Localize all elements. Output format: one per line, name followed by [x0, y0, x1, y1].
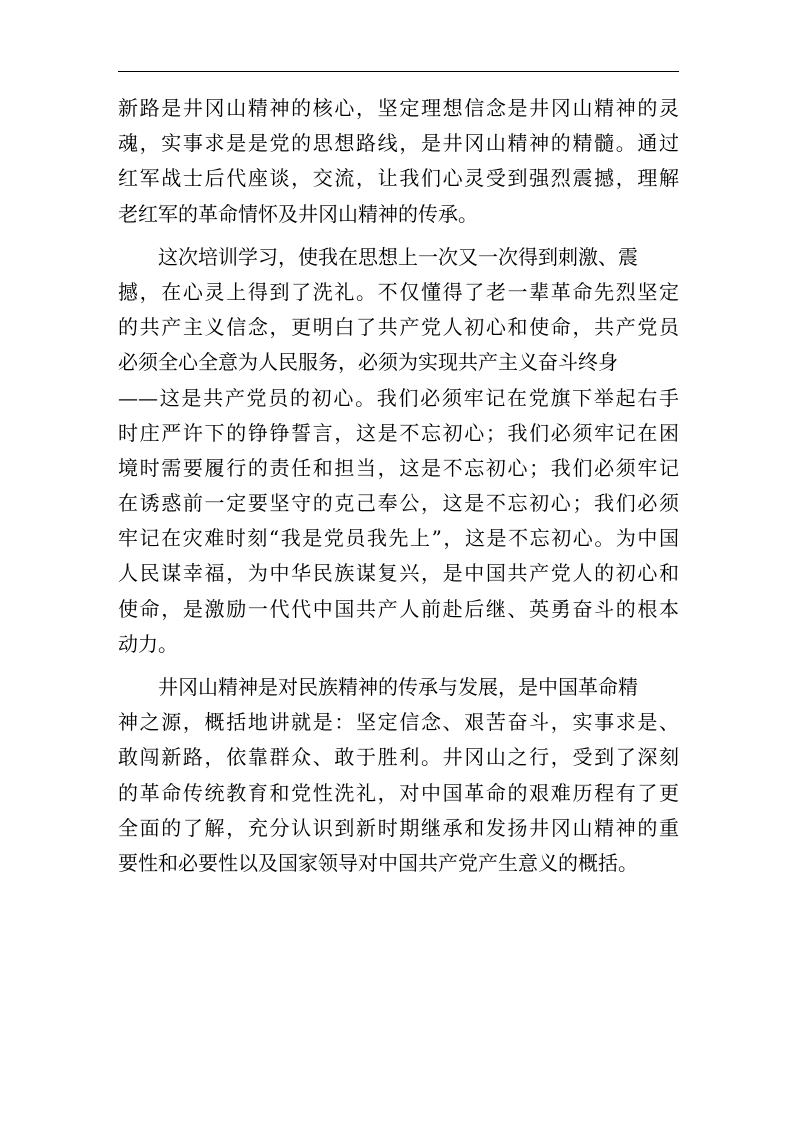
- text-line: 新路是井冈山精神的核心，坚定理想信念是井冈山精神的灵: [118, 96, 679, 120]
- text-line: 全面的了解，充分认识到新时期继承和发扬井冈山精神的重: [118, 815, 679, 840]
- text-line: 的共产主义信念，更明白了共产党人初心和使命，共产党员: [118, 315, 679, 340]
- text-line: 魂，实事求是是党的思想路线，是井冈山精神的精髓。通过: [118, 131, 679, 156]
- header-rule: [118, 71, 679, 72]
- text-line: ——这是共产党员的初心。我们必须牢记在党旗下举起右手: [118, 385, 679, 410]
- text-line: 必须全心全意为人民服务，必须为实现共产主义奋斗终身: [118, 350, 618, 375]
- paragraph-1: [118, 91, 679, 232]
- text-line: 使命，是激励一代代中国共产人前赴后继、英勇奋斗的根本: [118, 596, 679, 621]
- text-line: 红军战士后代座谈，交流，让我们心灵受到强烈震撼，理解: [118, 166, 679, 191]
- text-line: 人民谋幸福，为中华民族谋复兴，是中国共产党人的初心和: [118, 561, 679, 586]
- text-line: 这次培训学习，使我在思想上一次又一次得到刺激、震: [118, 244, 638, 269]
- paragraph-2: [118, 240, 679, 662]
- text-line: 神之源，概括地讲就是：坚定信念、艰苦奋斗，实事求是、: [118, 710, 679, 735]
- text-line: 时庄严许下的铮铮誓言，这是不忘初心；我们必须牢记在困: [118, 420, 679, 445]
- document-body: [118, 91, 679, 881]
- text-line: 动力。: [118, 631, 178, 656]
- paragraph-3: [118, 670, 679, 881]
- text-line: 境时需要履行的责任和担当，这是不忘初心；我们必须牢记: [118, 455, 679, 480]
- text-line: 井冈山精神是对民族精神的传承与发展，是中国革命精: [118, 675, 638, 699]
- text-line: 老红军的革命情怀及井冈山精神的传承。: [118, 201, 478, 226]
- text-line: 要性和必要性以及国家领导对中国共产党产生意义的概括。: [118, 850, 638, 875]
- text-line: 的革命传统教育和党性洗礼，对中国革命的艰难历程有了更: [118, 780, 679, 805]
- text-line: 敢闯新路，依靠群众、敢于胜利。井冈山之行，受到了深刻: [118, 745, 679, 770]
- text-line: 在诱惑前一定要坚守的克己奉公，这是不忘初心；我们必须: [118, 491, 679, 516]
- text-line: 撼，在心灵上得到了洗礼。不仅懂得了老一辈革命先烈坚定: [118, 279, 679, 304]
- text-line: 牢记在灾难时刻“我是党员我先上”，这是不忘初心。为中国: [118, 526, 679, 551]
